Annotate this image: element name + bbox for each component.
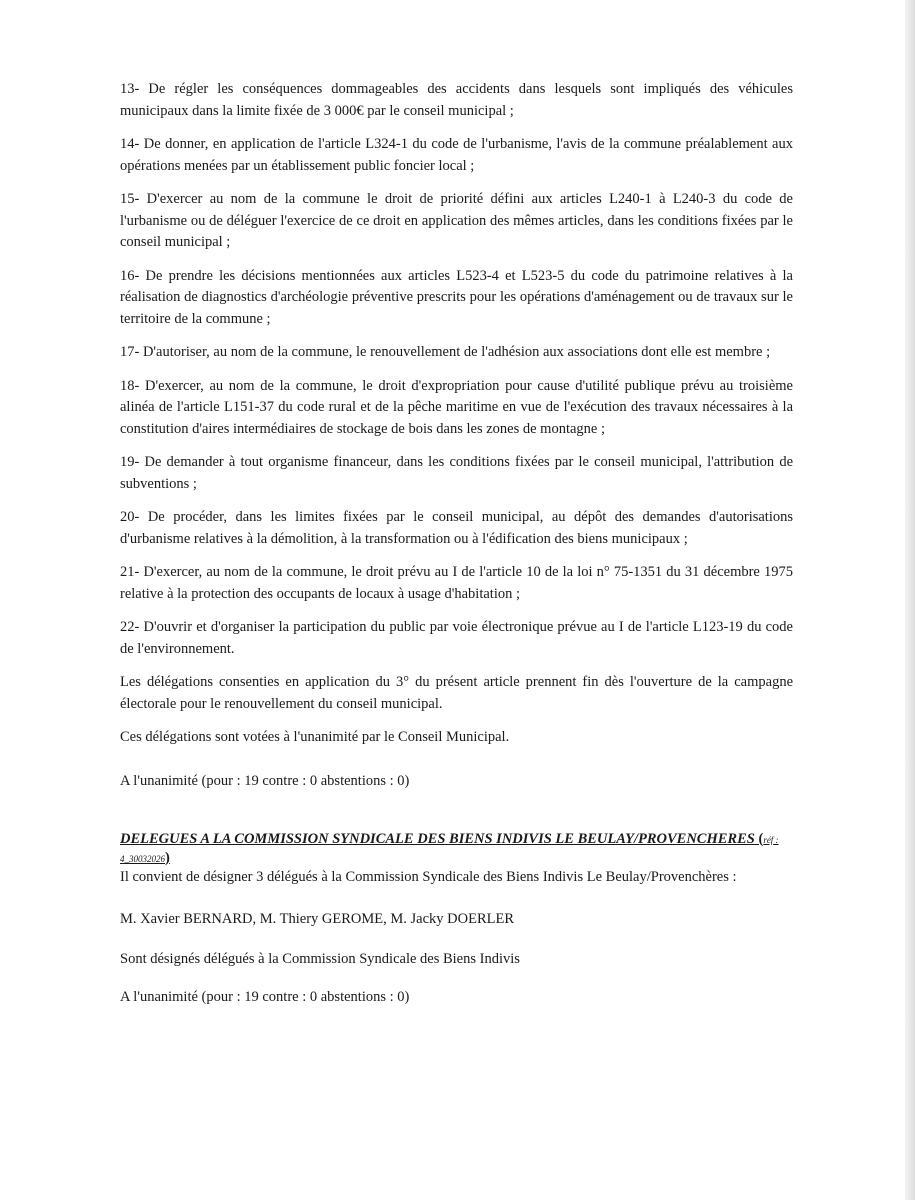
document-body — [120, 79, 793, 1009]
section-heading: DELEGUES A LA COMMISSION SYNDICALE DES BIENS INDIVIS LE BEULAY/PROVENCHERES (réf : 4_30032026) — [120, 831, 779, 866]
vote-result-delegations: A l'unanimité (pour : 19 contre : 0 abstentions : 0) — [120, 772, 410, 789]
paragraph-18: 18- D'exercer, au nom de la commune, le droit d'expropriation pour cause d'utilité publique prévu au troisième alinéa de l'article L151-37 du code rural et de la pêche maritime en vue de l'exécution des travaux nécessaires à la constitution d'aires intermédiaires de stockage de bois dans les zones de montagne ; — [120, 377, 793, 437]
vote-result-delegates: A l'unanimité (pour : 19 contre : 0 abstentions : 0) — [120, 989, 410, 1005]
section-intro: Il convient de désigner 3 délégués à la Commission Syndicale des Biens Indivis Le Beulay/Provenchères : — [120, 869, 737, 885]
delegate-names: M. Xavier BERNARD, M. Thiery GEROME, M. Jacky DOERLER — [120, 911, 515, 927]
paragraph-19: 19- De demander à tout organisme financeur, dans les conditions fixées par le conseil municipal, l'attribution de subventions ; — [120, 454, 793, 492]
paragraph-20: 20- De procéder, dans les limites fixées par le conseil municipal, au dépôt des demandes d'autorisations d'urbanisme relatives à la démolition, à la transformation ou à l'édification des biens municipaux ; — [120, 509, 793, 547]
paragraph-13: 13- De régler les conséquences dommageables des accidents dans lesquels sont impliqués des véhicules municipaux dans la limite fixée de 3 000€ par le conseil municipal ; — [120, 81, 793, 119]
paragraph-22: 22- D'ouvrir et d'organiser la participation du public par voie électronique prévue au I de l'article L123-19 du code de l'environnement. — [120, 619, 793, 657]
delegation-end-note: Les délégations consenties en application du 3° du présent article prennent fin dès l'ouverture de la campagne électorale pour le renouvellement du conseil municipal. — [120, 674, 793, 712]
delegation-vote-note: Ces délégations sont votées à l'unanimité par le Conseil Municipal. — [120, 729, 510, 745]
paragraph-17: 17- D'autoriser, au nom de la commune, le renouvellement de l'adhésion aux associations dont elle est membre ; — [120, 344, 771, 360]
paragraph-14: 14- De donner, en application de l'article L324-1 du code de l'urbanisme, l'avis de la commune préalablement aux opérations menées par un établissement public foncier local ; — [120, 136, 793, 174]
paragraph-16: 16- De prendre les décisions mentionnées aux articles L523-4 et L523-5 du code du patrimoine relatives à la réalisation de diagnostics d'archéologie préventive prescrits pour les opérations d'aménagement ou de travaux sur le territoire de la commune ; — [120, 267, 793, 327]
paragraph-21: 21- D'exercer, au nom de la commune, le droit prévu au I de l'article 10 de la loi n° 75-1351 du 31 décembre 1975 relative à la protection des occupants de locaux à usage d'habitation ; — [120, 564, 793, 602]
section-reference: réf : 4_30032026 — [120, 835, 779, 864]
paragraph-15: 15- D'exercer au nom de la commune le droit de priorité défini aux articles L240-1 à L240-3 du code de l'urbanisme ou de déléguer l'exercice de ce droit en application des mêmes articles, dans les conditions fixées par le conseil municipal ; — [120, 191, 793, 250]
designation-statement: Sont désignés délégués à la Commission Syndicale des Biens Indivis — [120, 951, 520, 967]
page-edge — [905, 0, 915, 1200]
section-heading-text: DELEGUES A LA COMMISSION SYNDICALE DES BIENS INDIVIS LE BEULAY/PROVENCHERES — [120, 831, 755, 847]
